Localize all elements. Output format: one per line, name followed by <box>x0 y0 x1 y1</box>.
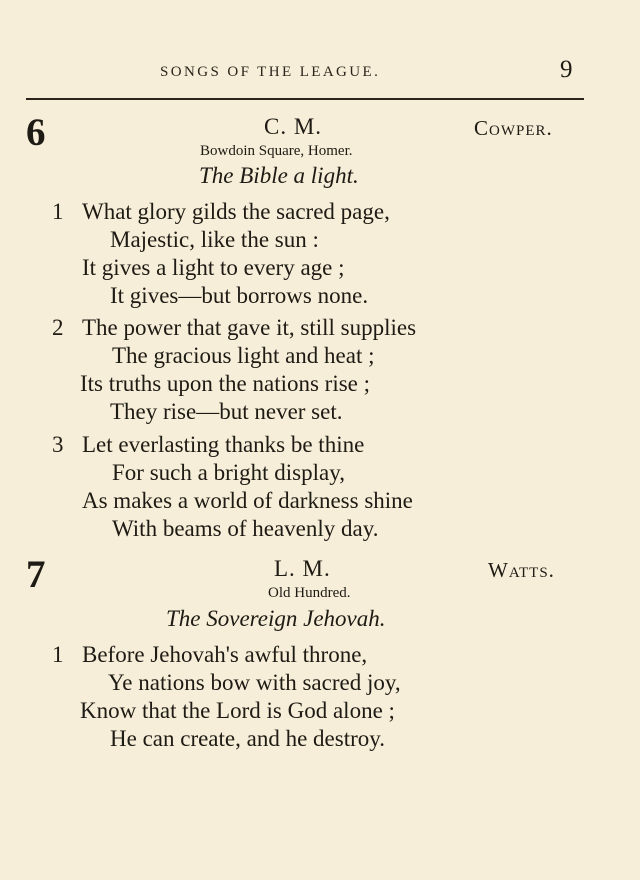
hymn-tune: Old Hundred. <box>268 585 351 601</box>
hymn-number: 7 <box>26 553 46 596</box>
stanza-number: 1 <box>52 642 64 667</box>
verse-line: The gracious light and heat ; <box>112 343 375 368</box>
hymn-number: 6 <box>26 111 46 154</box>
page-number: 9 <box>560 56 573 83</box>
verse-line: Ye nations bow with sacred joy, <box>108 670 401 695</box>
verse-line: The power that gave it, still supplies <box>82 315 417 340</box>
stanza-number: 2 <box>52 315 64 340</box>
verse-line: It gives a light to every age ; <box>82 255 345 280</box>
stanza-number: 3 <box>52 432 64 457</box>
hymn-tune: Bowdoin Square, Homer. <box>200 143 353 159</box>
verse-line: Let everlasting thanks be thine <box>82 432 365 457</box>
hymn-title: The Sovereign Jehovah. <box>166 606 386 631</box>
header-rule <box>26 98 584 100</box>
verse-line: Majestic, like the sun : <box>110 227 319 252</box>
verse-line: They rise—but never set. <box>110 399 343 424</box>
verse-line: For such a bright display, <box>112 460 345 485</box>
hymn-author: Cowper. <box>474 116 553 140</box>
verse-line: What glory gilds the sacred page, <box>82 199 390 224</box>
verse-line: Know that the Lord is God alone ; <box>80 698 395 723</box>
verse-line: With beams of heavenly day. <box>112 516 379 541</box>
verse-line: It gives—but borrows none. <box>110 283 369 308</box>
verse-line: As makes a world of darkness shine <box>82 488 413 513</box>
verse-line: Its truths upon the nations rise ; <box>80 371 371 396</box>
stanza-number: 1 <box>52 199 64 224</box>
hymn-meter: C. M. <box>264 114 323 139</box>
verse-line: Before Jehovah's awful throne, <box>82 642 368 667</box>
running-header: SONGS OF THE LEAGUE. <box>160 64 381 80</box>
hymn-title: The Bible a light. <box>199 163 359 188</box>
verse-line: He can create, and he destroy. <box>110 726 386 751</box>
hymn-author: Watts. <box>488 558 555 582</box>
hymn-meter: L. M. <box>274 556 331 581</box>
